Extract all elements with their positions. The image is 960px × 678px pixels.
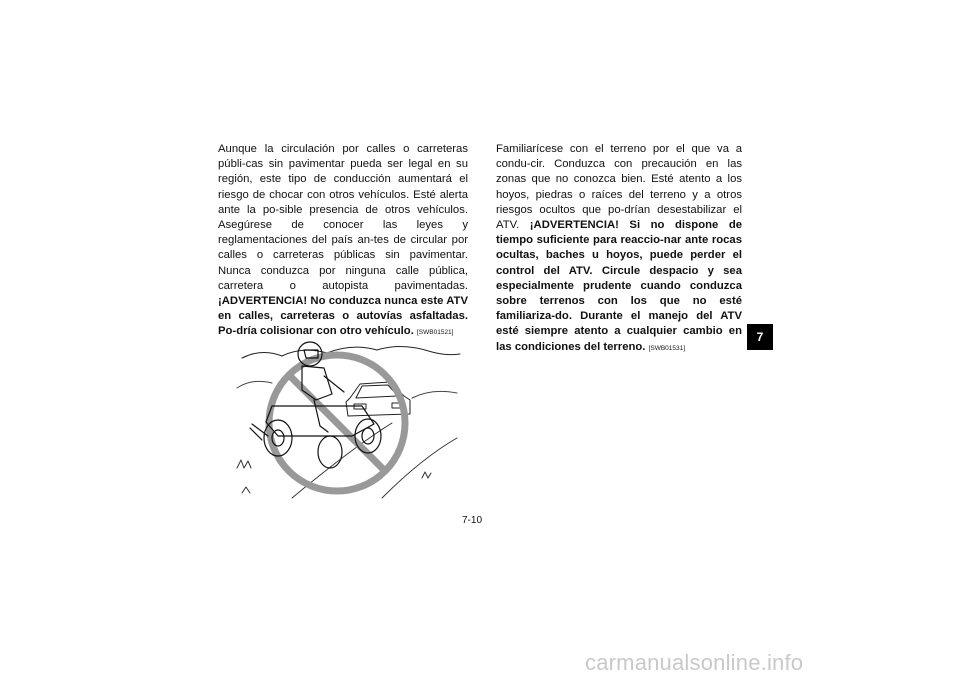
left-body-text: Aunque la circulación por calles o carreteras públi-cas sin pavimentar pueda ser legal en su región, este tipo de conducción aumentará el riesgo de chocar con otros vehículos. Esté alerta ante la po-sible presencia de otros vehículos. Asegúrese de conocer las leyes y reglamentaciones del país an-tes de circular por calles o carreteras públicas sin pavimentar. Nunca conduzca por ninguna calle pública, carretera o autopista pavimentadas. bbox=[218, 143, 468, 292]
chapter-tab: 7 bbox=[747, 324, 773, 350]
prohibition-slash bbox=[289, 375, 385, 471]
left-column bbox=[218, 142, 468, 341]
right-warning-text: ¡ADVERTENCIA! Si no dispone de tiempo suficiente para reaccio-nar ante rocas ocultas, baches u hoyos, puede perder el control del ATV. Circule despacio y sea especialmente prudente cuando conduzca sobre terrenos con los que no esté familiariza-do. Durante el manejo del ATV esté siempre atento a cualquier cambio en las condiciones del terreno. bbox=[496, 219, 743, 353]
right-warning-code: [SWB01531] bbox=[648, 344, 686, 352]
right-body-text: Familiarícese con el terreno por el que va a condu-cir. Conduzca con precaución en las zonas que no conozca bien. Esté atento a los hoyos, piedras o raíces del terreno y a otros riesgos ocultos que po-drían desestabilizar el ATV. bbox=[496, 143, 742, 232]
atv-on-road-prohibited-illustration bbox=[232, 328, 462, 500]
right-column bbox=[496, 142, 742, 356]
left-warning-code: [SWB01521] bbox=[416, 329, 454, 337]
page-number: 7-10 bbox=[462, 515, 483, 526]
left-warning-text: ¡ADVERTENCIA! No conduzca nunca este ATV en calles, carreteras o autovías asfaltadas. Po-dría colisionar con otro vehículo. bbox=[218, 295, 468, 338]
watermark: carmanualsonline.info bbox=[585, 650, 804, 675]
